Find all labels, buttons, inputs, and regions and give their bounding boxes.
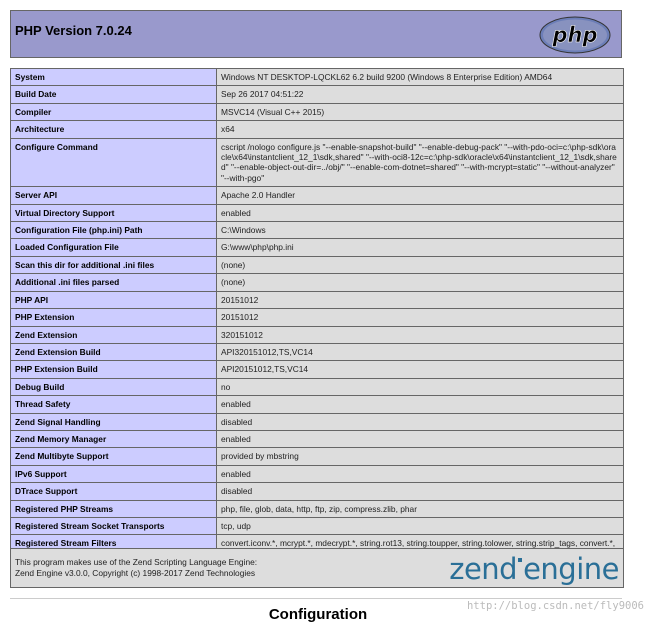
table-row <box>11 239 624 256</box>
zend-credits-line2: Zend Engine v3.0.0, Copyright (c) 1998-2017 Zend Technologies <box>15 567 256 578</box>
table-row <box>11 430 624 447</box>
row-label: Zend Multibyte Support <box>11 448 217 465</box>
table-row <box>11 309 624 326</box>
row-label: Registered PHP Streams <box>11 500 217 517</box>
row-value: disabled <box>217 483 624 500</box>
row-label: Debug Build <box>11 378 217 395</box>
row-label: Zend Memory Manager <box>11 430 217 447</box>
configuration-heading: Configuration <box>268 606 368 623</box>
zend-logo-dot <box>518 558 522 562</box>
row-value: x64 <box>217 121 624 138</box>
row-label: Registered Stream Socket Transports <box>11 517 217 534</box>
table-row <box>11 69 624 86</box>
table-row <box>11 138 624 187</box>
row-value: Apache 2.0 Handler <box>217 187 624 204</box>
row-value: 320151012 <box>217 326 624 343</box>
table-row <box>11 274 624 291</box>
table-row <box>11 256 624 273</box>
table-row <box>11 103 624 120</box>
table-row <box>11 396 624 413</box>
row-label: PHP Extension Build <box>11 361 217 378</box>
row-label: DTrace Support <box>11 483 217 500</box>
zend-engine-box <box>10 548 624 588</box>
table-row <box>11 326 624 343</box>
row-label: Zend Signal Handling <box>11 413 217 430</box>
table-row <box>11 222 624 239</box>
row-value: enabled <box>217 430 624 447</box>
table-row <box>11 361 624 378</box>
row-value: C:\Windows <box>217 222 624 239</box>
zend-logo-engine: engine <box>523 552 619 586</box>
row-label: Zend Extension <box>11 326 217 343</box>
zend-logo-zend: zend <box>449 552 518 586</box>
row-value: cscript /nologo configure.js "--enable-snapshot-build" "--enable-debug-pack" "--with-pdo-oci=c:\php-sdk\oracle\x64\instantclient_12_1\sdk,shared" "--with-oci8-12c=c:\php-sdk\oracle\x64\instantclient_12_1\sdk,shared" "--enable-object-out-dir=../obj/" "--enable-com-dotnet=shared" "--with-mcrypt=static" "--without-analyzer" "--with-pgo" <box>217 138 624 187</box>
table-row <box>11 448 624 465</box>
row-value: (none) <box>217 256 624 273</box>
table-row <box>11 187 624 204</box>
php-info-table <box>10 68 624 563</box>
row-value: MSVC14 (Visual C++ 2015) <box>217 103 624 120</box>
row-value: enabled <box>217 396 624 413</box>
table-row <box>11 291 624 308</box>
row-label: Virtual Directory Support <box>11 204 217 221</box>
row-value: tcp, udp <box>217 517 624 534</box>
table-row <box>11 204 624 221</box>
row-value: no <box>217 378 624 395</box>
row-value: 20151012 <box>217 309 624 326</box>
row-value: (none) <box>217 274 624 291</box>
row-value: php, file, glob, data, http, ftp, zip, compress.zlib, phar <box>217 500 624 517</box>
row-label: Scan this dir for additional .ini files <box>11 256 217 273</box>
section-divider <box>10 598 622 599</box>
row-value: G:\www\php\php.ini <box>217 239 624 256</box>
row-value: Sep 26 2017 04:51:22 <box>217 86 624 103</box>
row-label: Configure Command <box>11 138 217 187</box>
row-label: Build Date <box>11 86 217 103</box>
php-logo-text: php <box>552 23 598 47</box>
php-version-header <box>10 10 622 58</box>
row-value: provided by mbstring <box>217 448 624 465</box>
row-label: Zend Extension Build <box>11 343 217 360</box>
row-value: disabled <box>217 413 624 430</box>
table-row <box>11 500 624 517</box>
row-value: convert.iconv.*, mcrypt.*, mdecrypt.*, string.rot13, string.toupper, string.tolower, string.strip_tags, convert.*, <box>217 535 624 563</box>
row-label: Configuration File (php.ini) Path <box>11 222 217 239</box>
table-row <box>11 517 624 534</box>
page-title: PHP Version 7.0.24 <box>15 23 132 38</box>
row-label: Loaded Configuration File <box>11 239 217 256</box>
row-label: Architecture <box>11 121 217 138</box>
row-label: Thread Safety <box>11 396 217 413</box>
row-label: PHP Extension <box>11 309 217 326</box>
table-row <box>11 378 624 395</box>
row-label: IPv6 Support <box>11 465 217 482</box>
row-label: Registered Stream Filters <box>11 535 217 563</box>
table-row <box>11 413 624 430</box>
zend-credits-line1: This program makes use of the Zend Scripting Language Engine: <box>15 557 258 567</box>
row-value: Windows NT DESKTOP-LQCKL62 6.2 build 9200 (Windows 8 Enterprise Edition) AMD64 <box>217 69 624 86</box>
row-label: Additional .ini files parsed <box>11 274 217 291</box>
zend-engine-logo <box>449 552 619 586</box>
row-value: API320151012,TS,VC14 <box>217 343 624 360</box>
row-label: System <box>11 69 217 86</box>
table-row <box>11 86 624 103</box>
row-label: Server API <box>11 187 217 204</box>
php-logo <box>539 15 611 55</box>
row-label: Compiler <box>11 103 217 120</box>
table-row <box>11 343 624 360</box>
row-value: API20151012,TS,VC14 <box>217 361 624 378</box>
watermark-text: http://blog.csdn.net/fly9006 <box>466 600 644 612</box>
row-value: 20151012 <box>217 291 624 308</box>
table-row <box>11 121 624 138</box>
row-value: enabled <box>217 465 624 482</box>
table-row <box>11 483 624 500</box>
zend-credits <box>15 557 257 578</box>
row-label: PHP API <box>11 291 217 308</box>
row-value: enabled <box>217 204 624 221</box>
table-row <box>11 465 624 482</box>
